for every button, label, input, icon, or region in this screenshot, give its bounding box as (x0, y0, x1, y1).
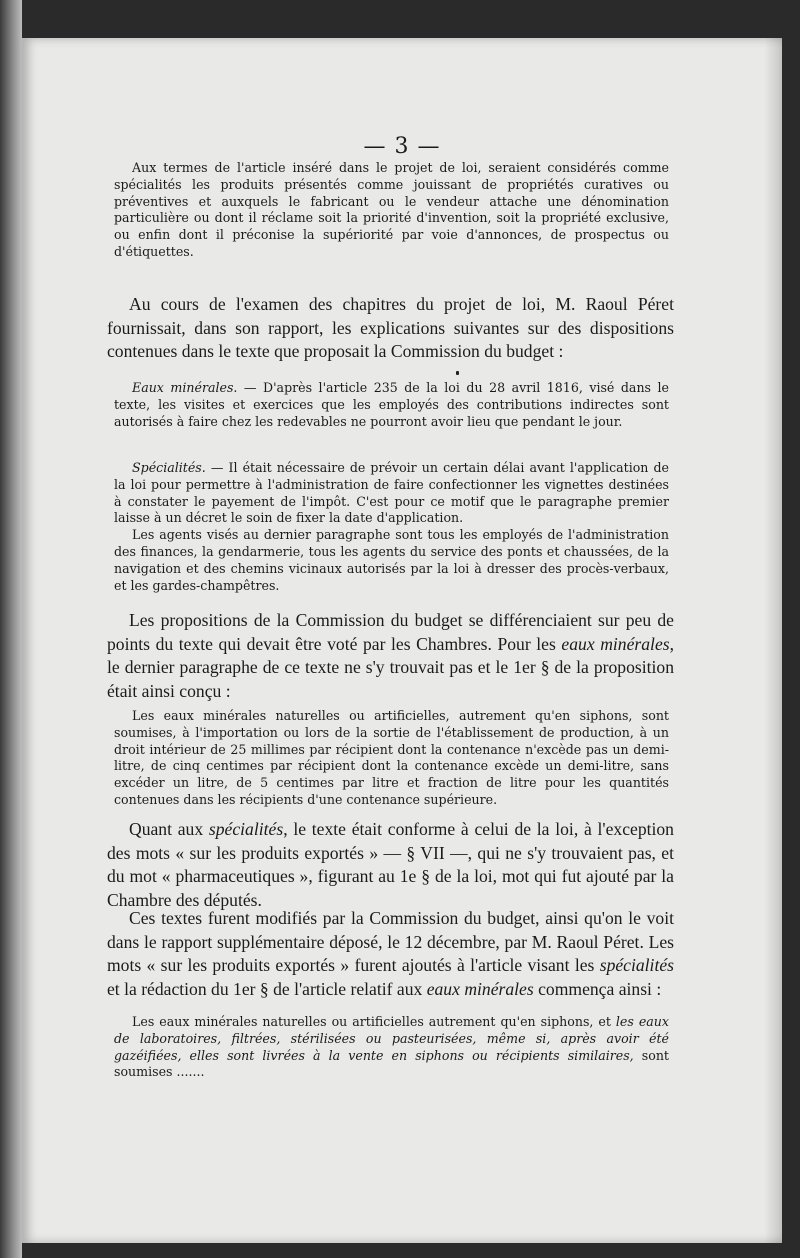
paragraph-propositions (107, 609, 674, 703)
paragraph-article-terms: Aux termes de l'article inséré dans le projet de loi, seraient considérés comme spécialités les produits présentés comme jouissant de propriétés curatives ou préventives et auxquels le fabricant ou le vendeur attache une dénomination particulière ou dont il réclame soit la priorité d'invention, soit la propriété exclusive, ou enfin dont il préconise la supériorité par voie d'annonces, de prospectus ou d'étiquettes. (114, 160, 669, 259)
page-shadow (764, 38, 782, 1243)
paragraph-quant-aux-specialites (107, 818, 674, 912)
quant-text-1: Quant aux (129, 819, 209, 839)
propositions-text-2: , le dernier paragraphe de ce texte ne s'y trouvait pas et le 1er § de la proposition était ainsi conçu : (107, 633, 675, 701)
document-page (22, 38, 782, 1243)
paragraph-peret-report: Au cours de l'examen des chapitres du projet de loi, M. Raoul Péret fournissait, dans son rapport, les explications suivantes sur des dispositions contenues dans le texte que proposait la Commission du budget : (107, 294, 674, 362)
paragraph-quoted-text-2 (114, 1014, 669, 1081)
heading-specialites: Spécialités. (132, 460, 206, 475)
text-specialites: — Il était nécessaire de prévoir un certain délai avant l'application de la loi pour permettre à l'administration de faire confectionner les vignettes destinées à constater le payement de l'impôt. C'est pour ce motif que le paragraphe premier laisse à un décret le soin de fixer la date d'application. (114, 460, 669, 526)
quant-italic: spécialités (208, 819, 284, 839)
textes-text-1: Ces textes furent modifiés par la Commission du budget, ainsi qu'on le voit dans le rapport supplémentaire déposé, le 12 décembre, par M. Raoul Péret. Les mots « sur les produits exportés » furent ajoutés à l'article visant les (107, 908, 674, 976)
paragraph-quoted-text-1: Les eaux minérales naturelles ou artificielles, autrement qu'en siphons, sont soumises, à l'importation ou lors de la sortie de l'établissement de production, à un droit intérieur de 25 millimes par récipient dont la contenance n'excède pas un demi-litre, de cinq centimes par récipient dont la contenance excède un demi-litre, sans excéder un litre, de 5 centimes par litre et fraction de litre pour les quantités contenues dans les récipients d'une contenance supérieure. (114, 708, 669, 807)
quoted2-italic: les eaux de laboratoires, filtrées, stérilisées ou pasteurisées, même si, après avoir été gazéifiées, elles sont livrées à la vente en siphons ou récipients similaires, (114, 1014, 669, 1063)
paragraph-eaux-minerales (114, 380, 669, 430)
specialites-first (114, 460, 669, 527)
quoted2-text-1: Les eaux minérales naturelles ou artificielles autrement qu'en siphons, et (132, 1014, 616, 1029)
propositions-italic: eaux minérales (561, 633, 670, 654)
textes-italic-1: spécialités (599, 955, 674, 976)
heading-eaux-minerales: Eaux minérales. (132, 380, 238, 395)
specialites-agents: Les agents visés au dernier paragraphe sont tous les employés de l'administration des finances, la gendarmerie, tous les agents du service des ponts et chaussées, de la navigation et des chemins vicinaux autorisés par la loi à dresser des procès-verbaux, et les gardes-champêtres. (114, 527, 669, 593)
quant-text-2: , le texte était conforme à celui de la loi, à l'exception des mots « sur les produits exportés » — § VII —, qui ne s'y trouvaient pas, et du mot « pharmaceutiques », figurant au 1e § de la loi, mot qui fut ajouté par la Chambre des députés. (107, 819, 674, 910)
paragraph-specialites (114, 460, 669, 594)
quoted2-text-2: sont soumises ....... (114, 1047, 669, 1080)
book-spine-edge (0, 0, 22, 1258)
propositions-text-1: Les propositions de la Commission du budget se différenciaient sur peu de points du texte qui devait être voté par les Chambres. Pour les (107, 610, 674, 654)
page-number: — 3 — (363, 134, 441, 159)
text-eaux-minerales: — D'après l'article 235 de la loi du 28 avril 1816, visé dans le texte, les visites et exercices que les employés des contributions indirectes sont autorisés à faire chez les redevables ne pourront avoir lieu que pendant le jour. (114, 380, 669, 429)
paragraph-textes-modifies (107, 907, 674, 1001)
textes-italic-2: eaux minérales (426, 978, 534, 999)
textes-text-3: commença ainsi : (533, 978, 662, 999)
textes-text-2: et la rédaction du 1er § de l'article relatif aux (107, 978, 427, 999)
ink-mark (456, 371, 459, 375)
